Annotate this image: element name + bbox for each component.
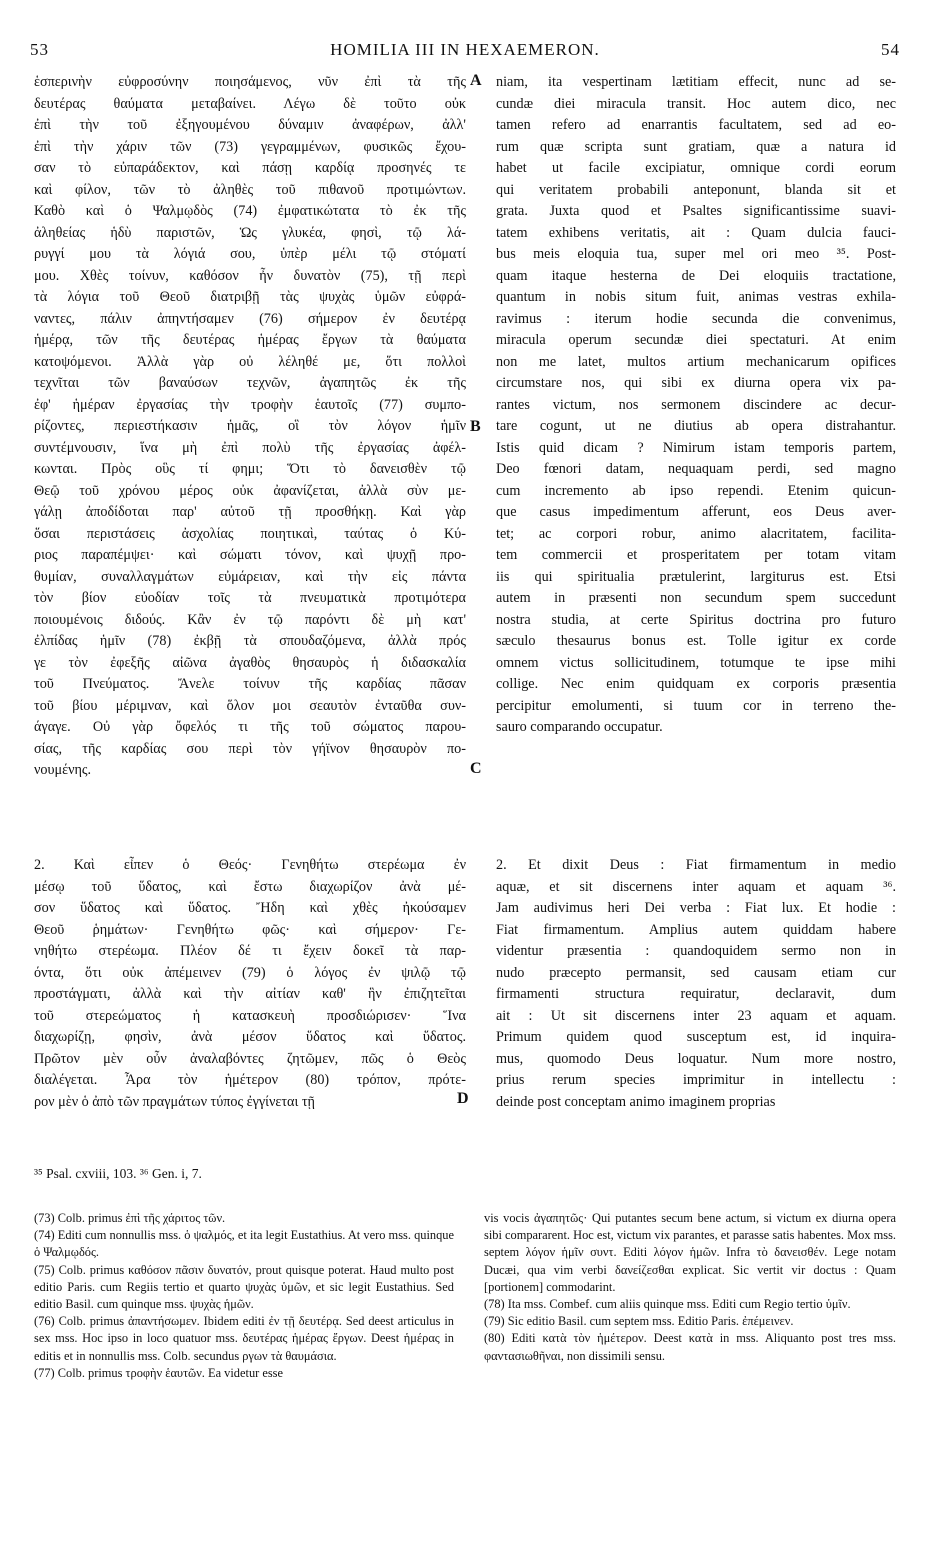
greek-text-line: νηθήτω στερέωμα. Πλέον δέ τι ἔχειν δοκεῖ τὰ παρ- bbox=[34, 943, 466, 959]
greek-text-line: τοῦ βίου μέριμναν, καὶ ὅλον μοι σεαυτὸν ἐνταῦθα συν- bbox=[34, 697, 466, 714]
footnote: (73) Colb. primus ἐπὶ τῆς χάριτος τῶν. bbox=[34, 1211, 226, 1225]
latin-text-line: aquæ, et sit discernens inter aquam et aquam ³⁶. bbox=[496, 878, 896, 895]
latin-text-line: tamen refero ad enarrantis facultatem, sed ad eo- bbox=[496, 117, 896, 133]
latin-text-line: non me latet, multos artium mechanicarum opifices bbox=[496, 353, 896, 370]
greek-text-line: δευτέρας θαύματα μεταβαίνει. Λέγω δὲ τοῦτο οὐκ bbox=[34, 95, 466, 112]
latin-text-line: tet; ac corpori robur, animo alacritatem, facilita- bbox=[496, 525, 896, 542]
latin-text-line: quantum in nobis situm fuit, animas vestras exhila- bbox=[496, 289, 896, 305]
greek-text-line: μέσῳ τοῦ ὕδατος, καὶ ἔστω διαχωρίζον ἀνὰ μέ- bbox=[34, 878, 466, 895]
latin-column-top bbox=[496, 72, 896, 739]
footnote: (80) Editi κατὰ τὸν ἡμέτερον. Deest κατὰ in mss. Aliquanto post tres mss. φαντασιωθῆναι, non dissimili sensu. bbox=[484, 1331, 896, 1363]
latin-text-line: iis qui spiritualia prætulerint, largiturus est. Etsi bbox=[496, 568, 896, 585]
greek-text-line: νουμένης. bbox=[34, 762, 92, 778]
greek-text-line: ἡμέρᾳ, τῶν τῆς δευτέρας ἡμέρας ἔργων τὰ θαύματα bbox=[34, 332, 466, 348]
footnote: (74) Editi cum nonnullis mss. ὁ ψαλμός, et ita legit Eustathius. At vero mss. quinque ὁ Ψαλμῳδός. bbox=[34, 1228, 454, 1260]
latin-text-line: firmamenti structura requiratur, declaravit, dum bbox=[496, 986, 896, 1002]
margin-marker-a: A bbox=[470, 72, 482, 89]
latin-column-section-2 bbox=[496, 855, 896, 1113]
latin-text-line: nudo præcepto permansit, sed causam etiam cur bbox=[496, 964, 896, 981]
greek-text-line: ρον μὲν ὁ ἀπὸ τῶν πραγμάτων τύπος ἐγγίνεται τῇ bbox=[34, 1093, 315, 1110]
greek-text-line: σον ὕδατος καὶ ὕδατος. Ἤδη καὶ χθὲς ἠκούσαμεν bbox=[34, 900, 466, 916]
greek-column-top bbox=[34, 72, 466, 782]
latin-text-line: Deo fœnori datam, nequaquam perdi, sed magno bbox=[496, 461, 896, 477]
greek-text-line: κατοψόμενοι. Ἀλλὰ γὰρ οὐ λέληθέ με, ὅτι πολλοὶ bbox=[34, 353, 466, 370]
greek-text-line: Θεῷ τοῦ χρόνου μέρος οὐκ ἀφανίζεται, ἀλλὰ σὺν με- bbox=[34, 482, 466, 499]
greek-text-line: τὸν βίον εὐοδίαν τοῖς τὰ πνευματικὰ προτιμότερα bbox=[34, 590, 466, 606]
greek-text-line: ἐλπίδας ἡμῖν (78) ἐκβῇ τὰ σπουδαζόμενα, ἀλλὰ πρός bbox=[34, 633, 466, 649]
page-number-left: 53 bbox=[30, 40, 49, 59]
latin-text-line: que casus impedimentum afferunt, eos Deus aver- bbox=[496, 504, 896, 520]
greek-text-line: όντα, ὅτι οὐκ ἀπέμεινεν (79) ὁ λόγος ἐν ψιλῷ τῷ bbox=[34, 964, 466, 981]
greek-text-line: γάλῃ ἀποδίδοται παρ' αὐτοῦ τῇ προσθήκῃ. Καὶ γὰρ bbox=[34, 504, 466, 520]
greek-text-line: ἐπὶ τὴν τοῦ ἐξηγουμένου δύναμιν ἀναφέρων, ἀλλ' bbox=[34, 117, 466, 133]
latin-text-line: circumstare nos, qui sibi ex diurna opera vix pa- bbox=[496, 375, 896, 391]
latin-text-line: prius rerum species imprimitur in intellectu : bbox=[496, 1072, 896, 1088]
latin-text-line: tatem exhibens veritatis, ait : Quam dulcia fauci- bbox=[496, 224, 896, 241]
latin-text-line: omnem victus sollicitudinem, totumque te ipse mihi bbox=[496, 654, 896, 671]
greek-text-line: θυμίαν, συναλλαγμάτων εὐμάρειαν, καὶ τὴν εἰς πάντα bbox=[34, 568, 466, 585]
latin-text-line: mus, quomodo Deus loquatur. Num more nostro, bbox=[496, 1050, 896, 1067]
greek-text-line: τεχνῖται τῶν βαναύσων τεχνῶν, ἀγαπητῶς ἐκ τῆς bbox=[34, 375, 466, 391]
greek-text-line: Πρῶτον μὲν οὖν ἀναλαβόντες ζητῶμεν, πῶς ὁ Θεὸς bbox=[34, 1050, 466, 1067]
latin-text-line: Istis quid dicam ? Nimirum istam temporis partem, bbox=[496, 439, 896, 456]
latin-text-line: miracula operum secundæ diei spectaturi. At enim bbox=[496, 332, 896, 348]
greek-text-line: ἀληθείας ἡδὺ παριστῶν, Ὡς γλυκέα, φησὶ, τῷ λά- bbox=[34, 224, 466, 241]
greek-text-line: σαν τὸ εὐπαράδεκτον, καὶ πάσῃ καρδίᾳ προσηνές τε bbox=[34, 160, 466, 176]
footnotes-right bbox=[484, 1210, 896, 1365]
greek-text-line: διαλέγεται. Ἆρα τὸν ἡμέτερον (80) τρόπον, πρότε- bbox=[34, 1072, 466, 1088]
latin-text-line: rantes victum, nos sermonem discindere ac decur- bbox=[496, 396, 896, 413]
greek-text-line: κωνται. Πρὸς οὓς τί φημι; Ὅτι τὸ δανεισθὲν τῷ bbox=[34, 461, 466, 477]
greek-text-line: τοῦ Πνεύματος. Ἄνελε τοίνυν τῆς καρδίας πᾶσαν bbox=[34, 676, 466, 692]
greek-text-line: διαχωρίζῃ, φησὶν, ἀνὰ μέσον ὕδατος καὶ ὕδατος. bbox=[34, 1029, 466, 1045]
footnote: (78) Ita mss. Combef. cum aliis quinque mss. Editi cum Regio tertio ὑμῖν. bbox=[484, 1297, 851, 1312]
greek-text-line: μου. Χθὲς τοίνυν, καθόσον ἦν δυνατὸν (75), τῇ περὶ bbox=[34, 267, 466, 284]
greek-text-line: ἐπὶ τὴν χάριν τῶν (73) γεγραμμένων, φυσικῶς ἔχου- bbox=[34, 138, 466, 155]
margin-marker-b: B bbox=[470, 418, 481, 435]
greek-text-line: ρυγγί μου τὰ λόγιά σου, ὑπὲρ μέλι τῷ στόματί bbox=[34, 246, 466, 262]
greek-text-line: συντέμνουσιν, ἵνα μὴ ἐπὶ πολὺ τῆς ἐργασίας ἀφέλ- bbox=[34, 439, 466, 456]
margin-marker-c: C bbox=[470, 760, 482, 777]
latin-text-line: sæculo thesaurus bonus est. Tolle igitur ex corde bbox=[496, 633, 896, 649]
footnote: (75) Colb. primus καθόσον πᾶσιν δυνατόν, prout quisque poterat. Haud multo post editio Paris. cum Regiis tertio et quarto ψυχὰς ὑμῶν, et sic legit Eustathius. Sed editio Basil. cum quinque mss. ψυχὰς ἡμῶν. bbox=[34, 1262, 454, 1312]
page-header bbox=[30, 40, 900, 66]
latin-text-line: qui veritatem probabili anteponunt, blanda sit et bbox=[496, 181, 896, 198]
scripture-references: ³⁵ Psal. cxviii, 103. ³⁶ Gen. i, 7. bbox=[34, 1166, 202, 1181]
latin-text-line: ravimus : iterum hodie secunda die convenimus, bbox=[496, 310, 896, 327]
greek-text-line: ποιουμένοις διδούς. Κἂν ἐν τῷ παρόντι δὲ μὴ κατ' bbox=[34, 611, 466, 628]
greek-text-line: ἑσπερινὴν εὐφροσύνην ποιησάμενος, νῦν ἐπὶ τὰ τῆς bbox=[34, 74, 466, 90]
greek-text-line: ναντες, πάλιν ἀπηντήσαμεν (76) σήμερον ἐν δευτέρᾳ bbox=[34, 310, 466, 327]
latin-text-line: deinde post conceptam animo imaginem proprias bbox=[496, 1093, 776, 1110]
footnote: vis vocis ἀγαπητῶς· Qui putantes secum bene actum, si victum ex diurna opera sibi compararent. Hoc est, victum vix parantes, et parasse satis habentes. Mox mss. septem λόγον ἡμῖν συντ. Editi λόγον ἡμῶν. Infra τὸ δανεισθέν. Lege notam Ducæi, qua vim verbi δανείζεσθαι explicat. Sic vertit vir doctus : Quam [portionem] commodarint. bbox=[484, 1211, 896, 1294]
latin-text-line: autem in præsenti non secundum spem succedunt bbox=[496, 590, 896, 606]
footnote: (77) Colb. primus τροφὴν ἑαυτῶν. Ea videtur esse bbox=[34, 1365, 284, 1380]
latin-text-line: cundæ diei miracula transit. Hoc autem dico, nec bbox=[496, 95, 896, 112]
greek-text-line: προστάγματι, ἀλλὰ καὶ τὴν αἰτίαν καθ' ἣν ἐπιζητεῖται bbox=[34, 986, 466, 1002]
latin-text-line: Jam audivimus heri Dei verba : Fiat lux. Et hodie : bbox=[496, 900, 896, 916]
latin-text-line: grata. Juxta quod et Psaltes significantissime suavi- bbox=[496, 203, 896, 219]
latin-text-line: nostra studia, at certe Spiritus doctrina pro futuro bbox=[496, 611, 896, 628]
latin-text-line: habet ut facile excipiatur, omnique cordi eorum bbox=[496, 160, 896, 176]
greek-text-line: άγαγε. Οὐ γὰρ ὄφελός τι τῆς τοῦ σώματος παρου- bbox=[34, 719, 466, 735]
greek-column-section-2 bbox=[34, 855, 466, 1113]
latin-text-line: ait : Ut sit discernens inter 23 aquam et aquam. bbox=[496, 1007, 896, 1024]
latin-text-line: Primum quidem quod susceptum est, id inquira- bbox=[496, 1029, 896, 1045]
latin-text-line: bus meis eloquia tua, super mel ori meo ³⁵. Post- bbox=[496, 246, 896, 262]
latin-text-line: cum incremento ab ipso rependi. Etenim quicun- bbox=[496, 482, 896, 499]
latin-text-line: collige. Nec enim quidquam ex corporis præsentia bbox=[496, 676, 896, 692]
running-title: HOMILIA III IN HEXAEMERON. bbox=[330, 40, 600, 59]
page-number-right: 54 bbox=[881, 40, 900, 59]
greek-text-line: τὰ λόγια τοῦ Θεοῦ διατριβῇ τὰς ψυχὰς ὑμῶν εὐφρά- bbox=[34, 289, 466, 305]
greek-text-line: ὅσαι περιστάσεις ἀσχολίας ποιητικαὶ, ταύτας ὁ Κύ- bbox=[34, 525, 466, 542]
greek-text-line: σίας, τῆς καρδίας σου περὶ τὸν γήϊνον θησαυρὸν πο- bbox=[34, 740, 466, 757]
greek-text-line: Θεοῦ ῥημάτων· Γενηθήτω φῶς· καὶ σήμερον· Γε- bbox=[34, 921, 466, 938]
latin-text-line: tare cogunt, ut ne diutius ab opera distrahantur. bbox=[496, 418, 896, 434]
latin-text-line: sauro comparando occupatur. bbox=[496, 719, 663, 735]
greek-text-line: καὶ φίλον, τῶν τὸ ἀληθὲς τοῦ πιθανοῦ προτιμώντων. bbox=[34, 181, 466, 198]
latin-text-line: quam itaque hesterna de Dei eloquiis tractatione, bbox=[496, 267, 896, 284]
margin-marker-d: D bbox=[457, 1090, 469, 1107]
greek-text-line: γε τὸν ἐφεξῆς αἰῶνα ἀγαθὸς θησαυρὸς ἡ διδασκαλία bbox=[34, 654, 466, 671]
latin-text-line: niam, ita vespertinam lætitiam effecit, nunc ad se- bbox=[496, 74, 896, 90]
latin-text-line: rum quæ scripta sunt gratiam, quæ a natura id bbox=[496, 138, 896, 155]
footnote: (76) Colb. primus ἀπαντήσωμεν. Ibidem editi ἐν τῇ δευτέρᾳ. Sed deest articulus in sex mss. Hoc ipso in loco quatuor mss. δευτέρας ἡμέρας ἔργων. Deest ἡμέρας in editis et in nonnullis mss. Colb. secundus ργων τὰ θαυμάσια. bbox=[34, 1314, 454, 1363]
greek-text-line: ρίζοντες, περιεστήκασιν ἡμᾶς, οἳ τὸν λόγον ἡμῖν bbox=[34, 418, 466, 434]
greek-text-line: 2. Καὶ εἶπεν ὁ Θεός· Γενηθήτω στερέωμα ἐν bbox=[34, 857, 466, 873]
footnotes-left bbox=[34, 1210, 454, 1382]
greek-text-line: ριος παραπέμψει· καὶ σώματι τόνον, καὶ ψυχῇ προ- bbox=[34, 547, 466, 563]
greek-text-line: τοῦ στερεώματος ἡ κατασκευὴ προσδιώρισεν· Ἵνα bbox=[34, 1007, 466, 1024]
greek-text-line: ἐφ' ἡμέραν ἐργασίας τὴν τροφὴν ἑαυτοῖς (77) συμπο- bbox=[34, 396, 466, 413]
footnote: (79) Sic editio Basil. cum septem mss. Editio Paris. ἐπέμεινεν. bbox=[484, 1314, 794, 1329]
greek-text-line: Καθὸ καὶ ὁ Ψαλμῳδὸς (74) ἐμφατικώτατα τὸ ἐκ τῆς bbox=[34, 203, 466, 219]
latin-text-line: percipitur emolumenti, si tuum cor in terreno the- bbox=[496, 697, 896, 714]
latin-text-line: tem commercii et prosperitatem per totam vitam bbox=[496, 547, 896, 563]
latin-text-line: 2. Et dixit Deus : Fiat firmamentum in medio bbox=[496, 857, 896, 873]
latin-text-line: videntur præsentia : quandoquidem sermo non in bbox=[496, 943, 896, 959]
latin-text-line: Fiat firmamentum. Amplius autem quiddam habere bbox=[496, 921, 896, 938]
